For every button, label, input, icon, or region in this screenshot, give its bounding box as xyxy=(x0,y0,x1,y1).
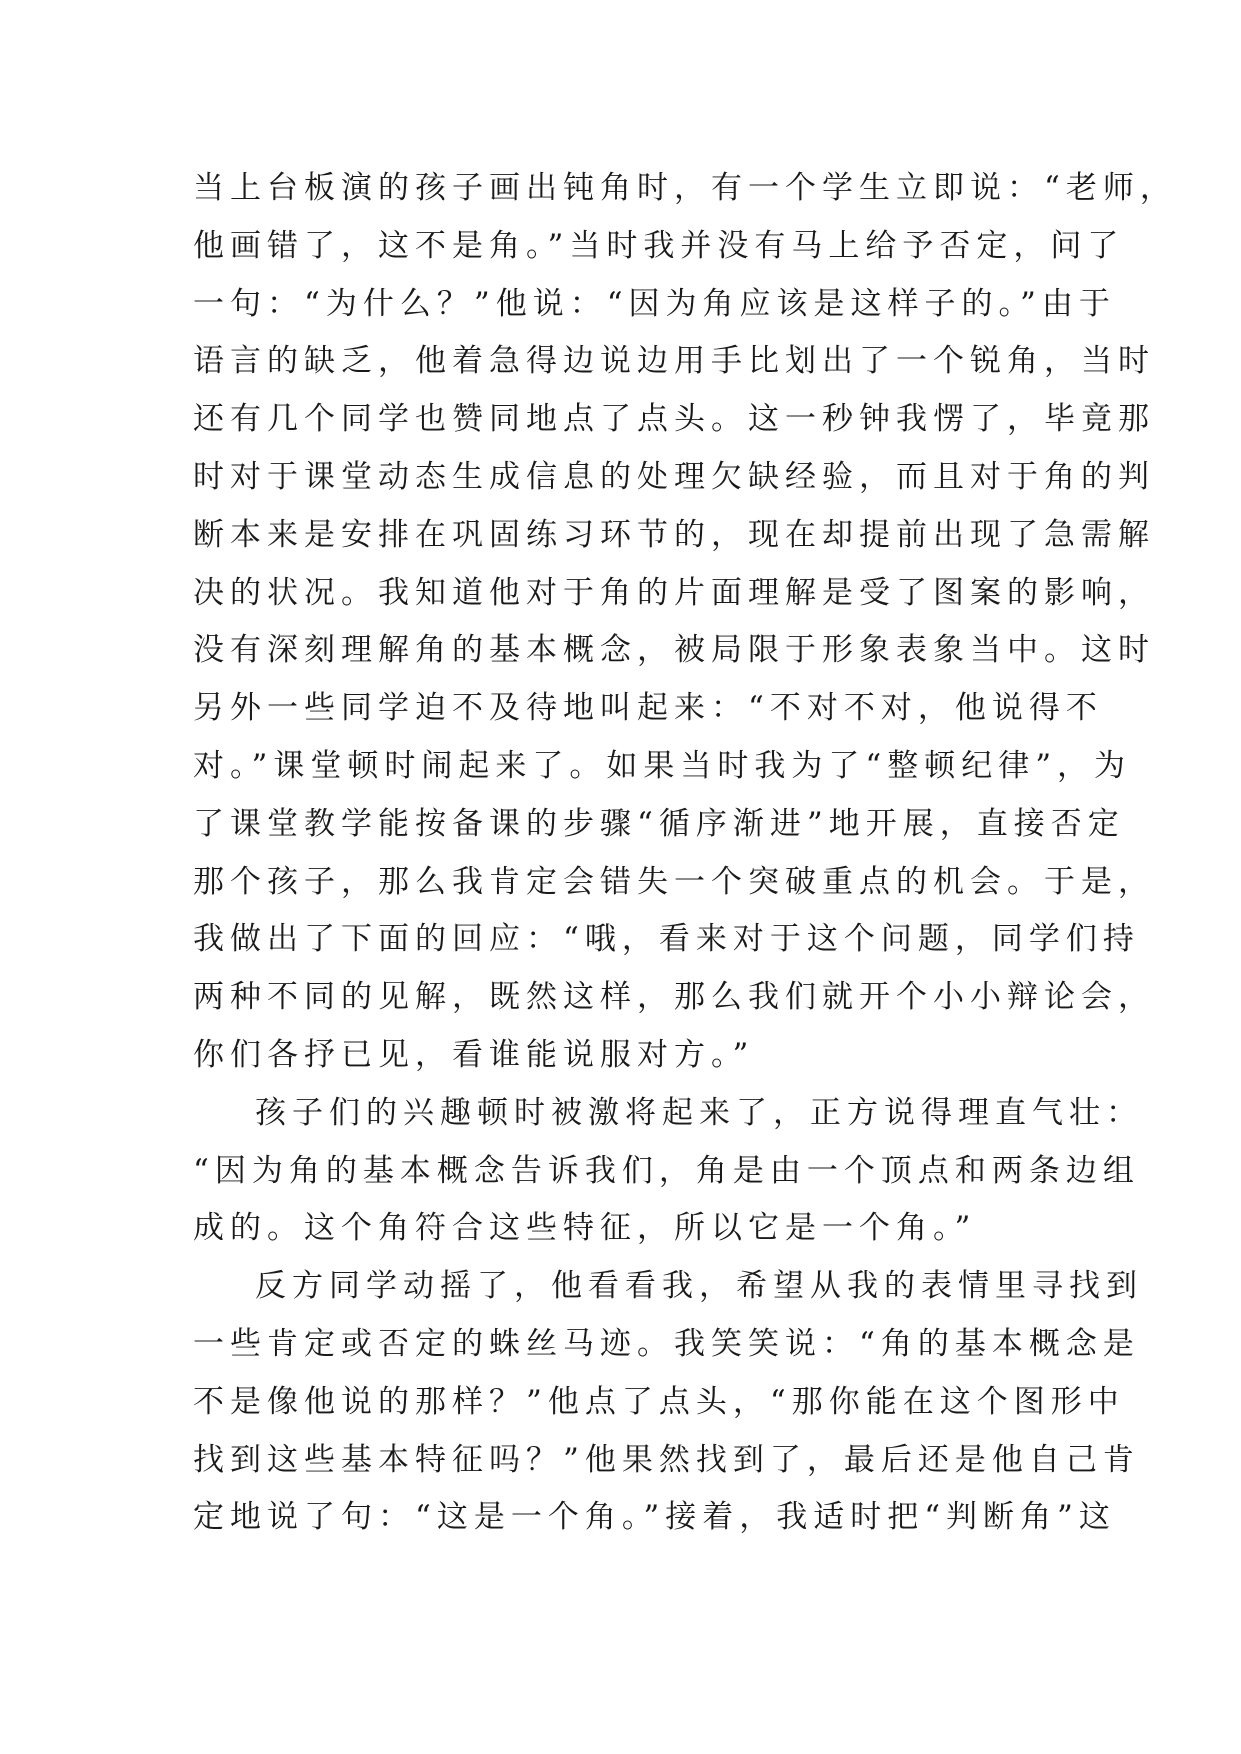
text-line: 那个孩子，那么我肯定会错失一个突破重点的机会。于是， xyxy=(193,863,1155,900)
text-line: 成的。这个角符合这些特征，所以它是一个角。” xyxy=(193,1210,977,1247)
text-line: 一句：“为什么？”他说：“因为角应该是这样子的。”由于 xyxy=(193,285,1116,322)
text-line: 他画错了，这不是角。”当时我并没有马上给予否定，问了 xyxy=(193,227,1125,264)
text-line: 没有深刻理解角的基本概念，被局限于形象表象当中。这时 xyxy=(193,632,1155,669)
paragraph-start-line: 孩子们的兴趣顿时被激将起来了，正方说得理直气壮： xyxy=(255,1094,1143,1131)
text-line: 定地说了句：“这是一个角。”接着，我适时把“判断角”这 xyxy=(193,1499,1116,1536)
body-text xyxy=(193,160,1177,1547)
text-line: 另外一些同学迫不及待地叫起来：“不对不对，他说得不 xyxy=(193,690,1103,727)
text-line: 两种不同的见解，既然这样，那么我们就开个小小辩论会， xyxy=(193,979,1155,1016)
text-line: 断本来是安排在巩固练习环节的，现在却提前出现了急需解 xyxy=(193,516,1155,553)
paragraph-start-line: 反方同学动摇了，他看看我，希望从我的表情里寻找到 xyxy=(255,1268,1143,1305)
text-line: 一些肯定或否定的蛛丝马迹。我笑笑说：“角的基本概念是 xyxy=(193,1325,1140,1362)
text-line: 你们各抒已见，看谁能说服对方。” xyxy=(193,1036,755,1073)
text-line: 对。”课堂顿时闹起来了。如果当时我为了“整顿纪律”，为 xyxy=(193,747,1132,784)
text-line: 语言的缺乏，他着急得边说边用手比划出了一个锐角，当时 xyxy=(193,343,1155,380)
text-line: 找到这些基本特征吗？”他果然找到了，最后还是他自己肯 xyxy=(193,1441,1140,1478)
text-line: 还有几个同学也赞同地点了点头。这一秒钟我愣了，毕竟那 xyxy=(193,401,1155,438)
text-line: “因为角的基本概念告诉我们，角是由一个顶点和两条边组 xyxy=(193,1152,1140,1189)
text-line: 了课堂教学能按备课的步骤“循序渐进”地开展，直接否定 xyxy=(193,805,1125,842)
text-line: 我做出了下面的回应：“哦，看来对于这个问题，同学们持 xyxy=(193,921,1140,958)
text-line: 当上台板演的孩子画出钝角时，有一个学生立即说：“老师， xyxy=(193,170,1177,206)
text-line: 时对于课堂动态生成信息的处理欠缺经验，而且对于角的判 xyxy=(193,458,1155,495)
text-line: 决的状况。我知道他对于角的片面理解是受了图案的影响， xyxy=(193,574,1155,611)
text-line: 不是像他说的那样？”他点了点头，“那你能在这个图形中 xyxy=(193,1383,1125,1420)
